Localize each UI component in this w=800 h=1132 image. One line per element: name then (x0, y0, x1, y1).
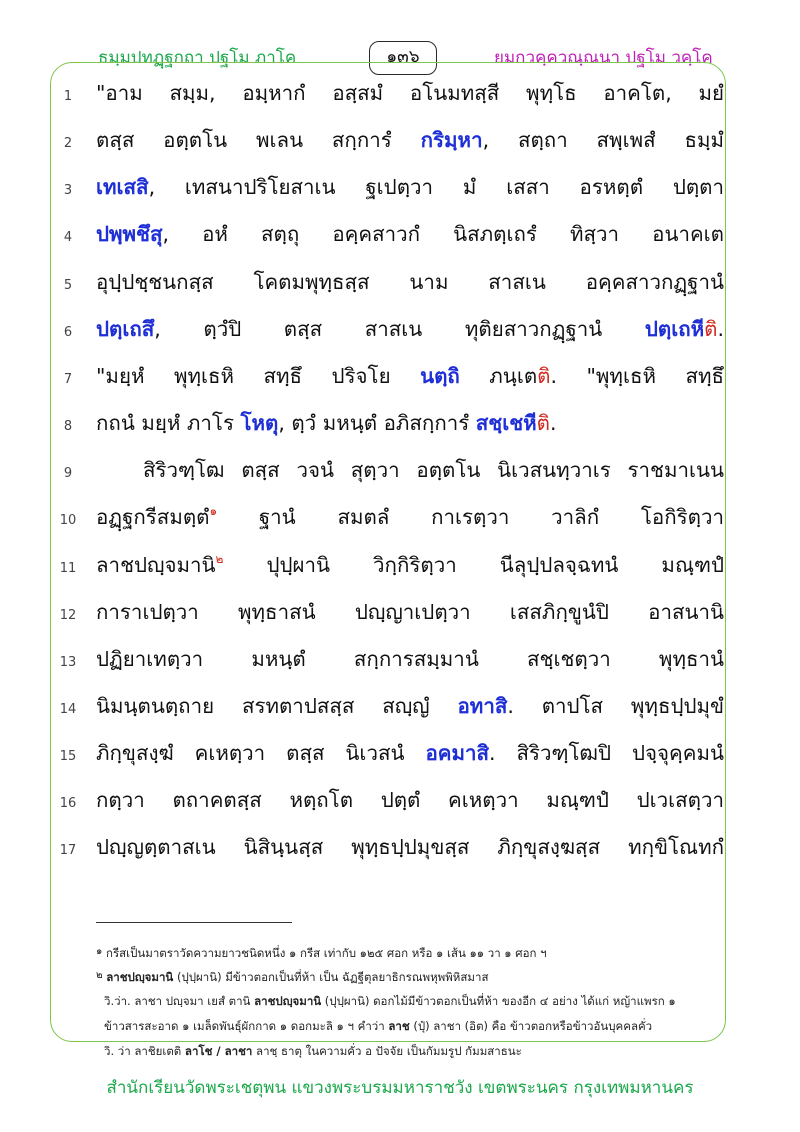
line-number: 5 (63, 277, 73, 293)
footnote-text: (ปุปฺผานิ) ดอกไม้มีข้าวตอกเป็นที่ห้า ของอีก ๔ อย่าง ได้แก่ หญ้าแพรก ๑ (321, 994, 676, 1008)
line-number: 10 (59, 513, 77, 529)
highlighted-word: ปตฺเถสึ (96, 316, 155, 341)
highlighted-word: อคมาสิ (425, 741, 489, 766)
footnote-line (104, 1043, 522, 1061)
text-line (96, 737, 724, 770)
line-number: 1 (63, 89, 73, 104)
highlighted-word: นตฺถิ (420, 363, 460, 388)
text-span: , อหํ สตฺถุ อคฺคสาวกํ นิสภตฺเถรํ ทิสฺวา อนาคเต (162, 222, 724, 247)
text-span: นิมนฺตนตฺถาย สรทตาปสสฺส สญฺญํ (96, 693, 458, 718)
line-number: 15 (59, 749, 77, 765)
footnote-term: ลาชปญฺจมานิ (106, 970, 174, 984)
footnote-number: ๒ (96, 970, 103, 981)
text-line (96, 501, 724, 534)
highlighted-word: เทเสสิ (96, 175, 149, 200)
highlighted-word: สชฺเชหี (475, 411, 537, 436)
highlighted-word: อทาสิ (457, 693, 508, 718)
text-line (96, 596, 724, 629)
text-line (96, 77, 724, 110)
line-number: 14 (59, 701, 77, 717)
text-span: . ตาปโส พุทฺธปฺปมุขํ (507, 693, 725, 718)
text-span: , สตฺถา สพฺเพสํ ธมฺมํ (482, 128, 724, 153)
header-right-title: ยมกวคฺควณฺณนา ปฐโม วคฺโค (494, 48, 713, 68)
text-span: "มยฺหํ พุทฺเธหิ สทฺธึ ปริจโย (96, 363, 421, 388)
footnote-term: ลาโช / ลาชา (184, 1044, 253, 1058)
text-line (96, 124, 724, 157)
text-span: ลาชปญฺจมานิ (96, 552, 216, 577)
footnote-term: ลาช (388, 1019, 410, 1033)
header-left-title: ธมฺมปทฏฺฐกถา ปฐโม ภาโค (98, 48, 297, 68)
text-span: กตฺวา ตถาคตสฺส หตฺถโต ปตฺตํ คเหตฺวา มณฺฑปํ ปเวเสตฺวา (96, 788, 724, 813)
text-span: , ตฺวํปิ ตสฺส สาสเน ทุติยสาวกฏฺฐานํ (154, 316, 645, 341)
footnote-text: ลาชฺ ธาตุ ในความคั่ว อ ปัจจัย เป็นกัมมรูป กัมมสาธนะ (252, 1044, 522, 1058)
text-span: ภิกฺขุสงฺฆํ คเหตฺวา ตสฺส นิเวสนํ (96, 741, 426, 766)
footnote-line (96, 944, 547, 963)
text-span: อุปฺปชฺชนกสฺส โคตมพุทฺธสฺส นาม สาสเน อคฺคสาวกฏฺฐานํ (96, 269, 724, 294)
text-line (96, 784, 724, 817)
footnote-text: (ปุ๋) ลาชา (อิต) คือ ข้าวตอกหรือข้าวอันบุคคลคั่ว (409, 1019, 653, 1033)
highlighted-word: โหตุ (240, 411, 279, 436)
iti-particle: ติ (537, 363, 551, 388)
footnote-rule (96, 922, 292, 923)
footnote-text: (ปุปฺผานิ) มีข้าวตอกเป็นที่ห้า เป็น ฉัฏฐีตุลยาธิกรณพหุพพิหิสมาส (173, 970, 489, 984)
line-number: 6 (63, 324, 73, 340)
line-number: 13 (59, 654, 77, 670)
text-line (96, 313, 724, 346)
text-span: ปฏิยาเทตฺวา มหนฺตํ สกฺการสมฺมานํ สชฺเชตฺวา พุทฺธานํ (96, 646, 724, 671)
text-span: อฏฺฐกรีสมตฺตํ (96, 505, 210, 530)
text-span: กถนํ มยฺหํ ภาโร (96, 411, 241, 436)
text-line (96, 643, 724, 676)
text-line (96, 407, 724, 440)
iti-particle: ติ (536, 411, 550, 436)
page-footer: สำนักเรียนวัดพระเชตุพน แขวงพระบรมมหาราชวัง เขตพระนคร กรุงเทพมหานคร (106, 1078, 694, 1098)
text-span: . สิริวฑฺโฒปิ ปจฺจุคฺคมนํ (489, 741, 724, 766)
text-line (96, 171, 724, 204)
footnote-text: ข้าวสารสะอาด ๑ เมล็ดพันธุ์ผักกาด ๑ ดอกมะลิ ๑ ฯ คำว่า (104, 1019, 389, 1033)
text-span: การาเปตฺวา พุทฺธาสนํ ปญฺญาเปตฺวา เสสภิกฺขูนํปิ อาสนานิ (96, 599, 724, 624)
line-number: 4 (63, 230, 73, 246)
text-line (96, 218, 724, 251)
footnote-line (96, 968, 488, 987)
line-number: 16 (59, 796, 77, 812)
text-span: , เทสนาปริโยสาเน ฐเปตฺวา มํ เสสา อรหตฺตํ ปตฺตา (148, 175, 724, 200)
text-span: ฐานํ สมตลํ กาเรตฺวา วาลิกํ โอกิริตฺวา (217, 505, 724, 530)
line-number: 7 (63, 371, 73, 387)
text-line (96, 549, 724, 582)
line-number: 17 (59, 843, 77, 859)
iti-particle: ติ (704, 316, 718, 341)
text-span: . (549, 411, 557, 436)
text-span: ปุปฺผานิ วิกฺกิริตฺวา นีลุปฺปลจฺฉทนํ มณฺฑปํ (223, 552, 724, 577)
line-number: 12 (59, 607, 77, 623)
text-line (96, 360, 724, 393)
footnote-text: กรีสเป็นมาตราวัดความยาวชนิดหนึ่ง ๑ กรีส เท่ากับ ๑๒๕ ศอก หรือ ๑ เส้น ๑๑ วา ๑ ศอก ฯ (106, 946, 547, 960)
footnote-text: วิ. ว่า ลาชิยเตติ (104, 1044, 185, 1058)
highlighted-word: ปพฺพชึสุ (96, 222, 163, 247)
footnote-marker: ๒ (215, 551, 224, 566)
text-line (96, 266, 724, 299)
footnote-term: ลาชปญฺจมานิ (254, 994, 322, 1008)
footnote-number: ๑ (96, 946, 103, 957)
text-line (96, 831, 724, 864)
text-span: "อาม สมฺม, อมฺหากํ อสฺสมํ อโนมทสฺสี พุทฺโธ อาคโต, มยํ (96, 81, 724, 105)
highlighted-word: ปตฺเถหี (644, 316, 705, 341)
text-span: . "พุทฺเธหิ สทฺธึ (550, 363, 724, 388)
text-span: . (717, 316, 724, 341)
page-number-box: ๑๓๖ (369, 41, 437, 75)
text-span: ตสฺส อตฺตโน พเลน สกฺการํ (96, 128, 421, 153)
footnote-marker: ๑ (209, 504, 218, 519)
line-number: 11 (59, 560, 77, 576)
footnote-line (104, 1018, 652, 1036)
highlighted-word: กริมฺหา (420, 128, 483, 153)
text-line (143, 454, 724, 487)
line-number: 2 (63, 136, 73, 152)
text-span: , ตฺวํ มหนฺตํ อภิสกฺการํ (278, 411, 476, 436)
footnote-text: วิ.ว่า. ลาชา ปญฺจมา เยสํ ตานิ (104, 994, 255, 1008)
line-number: 9 (63, 466, 73, 482)
footnote-line (104, 993, 676, 1011)
text-span: สิริวฑฺโฒ ตสฺส วจนํ สุตฺวา อตฺตโน นิเวสนทฺวาเร ราชมาเนน (143, 458, 724, 483)
text-line (96, 690, 724, 723)
line-number: 8 (63, 419, 73, 435)
text-span: ภนฺเต (459, 363, 538, 388)
line-number: 3 (63, 183, 73, 199)
text-span: ปญฺญตฺตาสเน นิสินฺนสฺส พุทฺธปฺปมุขสฺส ภิกฺขุสงฺฆสฺส ทกฺขิโณทกํ (96, 835, 724, 860)
